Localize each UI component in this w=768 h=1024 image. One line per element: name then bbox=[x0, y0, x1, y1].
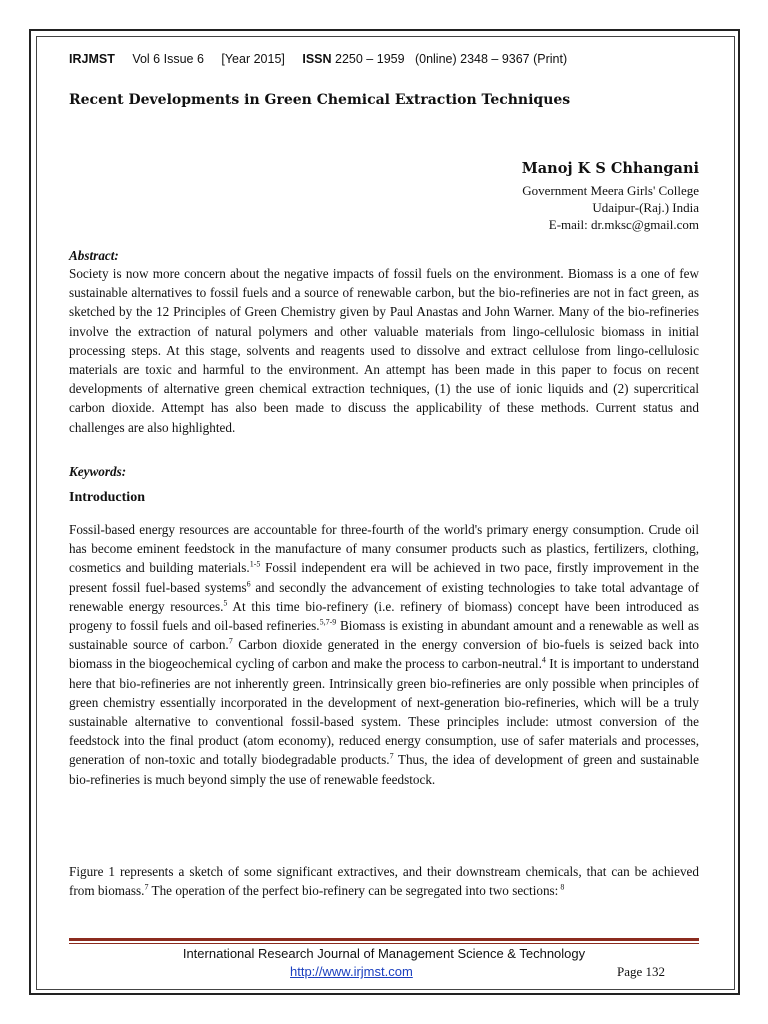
author-email: E-mail: dr.mksc@gmail.com bbox=[548, 217, 699, 232]
page-number: Page 132 bbox=[617, 964, 666, 979]
header-issue: Vol 6 Issue 6 bbox=[132, 52, 204, 66]
citation-ref: 1-5 bbox=[249, 560, 261, 570]
text-span: and secondly the advancement of existing technologies to take total advantage of renewable energy resources. bbox=[69, 579, 699, 614]
text-span: Thus, the idea of development of green and sustainable bio-refineries is much beyond simply the use of renewable feedstock. bbox=[69, 752, 699, 787]
running-header bbox=[69, 52, 709, 66]
text-span: Carbon dioxide generated in the energy conversion of bio-fuels is seized back into biomass in the biogeochemical cycling of carbon and make the process to carbon-neutral. bbox=[69, 637, 699, 672]
text-span: Biomass is existing in abundant amount and a renewable as well as sustainable source of carbon. bbox=[69, 618, 699, 653]
citation-ref: 5 bbox=[223, 598, 228, 608]
footer-journal-name: International Research Journal of Management Science & Technology bbox=[182, 946, 586, 961]
citation-ref: 7 bbox=[228, 636, 233, 646]
citation-ref: 7 bbox=[389, 752, 394, 762]
text-span: Figure 1 represents a sketch of some significant extractives, and their downstream chemicals, that can be achieved from biomass. bbox=[69, 864, 699, 899]
introduction-heading: Introduction bbox=[69, 490, 145, 505]
citation-ref: 5,7-9 bbox=[319, 617, 337, 627]
intro-paragraph-1 bbox=[69, 520, 699, 789]
text-span: Fossil-based energy resources are accountable for three-fourth of the world's primary energy consumption. Crude oil has become eminent feedstock in the manufacture of many consumer products such as plastics, fertilizers, clothing, cosmetics and building materials. bbox=[69, 522, 699, 576]
citation-ref: 6 bbox=[246, 579, 251, 589]
author-location: Udaipur-(Raj.) India bbox=[592, 200, 699, 215]
header-issn-value: 2250 – 1959 (0nline) 2348 – 9367 (Print) bbox=[335, 52, 568, 66]
text-span: At this time bio-refinery (i.e. refinery of biomass) concept have been introduced as progeny to fossil fuels and oil-based refineries. bbox=[69, 598, 699, 634]
text-span: Fossil independent era will be achieved in two pace, firstly improvement in the present fossil fuel-based systems bbox=[69, 560, 699, 595]
footer-rule-thin bbox=[69, 943, 699, 944]
footer-rule-thick bbox=[69, 938, 699, 941]
citation-ref: 7 bbox=[144, 882, 149, 892]
citation-ref: 4 bbox=[541, 656, 546, 666]
header-journal: IRJMST bbox=[69, 52, 115, 66]
header-issn-label: ISSN bbox=[302, 52, 332, 66]
abstract-text: Society is now more concern about the negative impacts of fossil fuels on the environment. Biomass is a one of few sustainable alternatives to fossil fuels and a source of renewable carbon, but the bio-refineries are not in fact green, as sketched by the 12 Principles of Green Chemistry given by Paul Anastas and John Warner. Many of the bio-refineries involve the extraction of natural polymers and other valuable materials from lingo-cellulosic biomass in initial processing steps. At this stage, solvents and reagents used to dissolve and extract cellulose from lingo-cellulosic materials are toxic and harmful to the environment. An attempt has been made in this paper to focus on recent developments of alternative green chemical extraction techniques, (1) the use of ionic liquids and (2) supercritical carbon dioxide. Attempt has also been made to discuss the applicability of these methods. Current status and challenges are also highlighted. bbox=[69, 266, 699, 435]
footer-website-link[interactable]: http://www.irjmst.com bbox=[290, 964, 413, 979]
abstract-label: Abstract: bbox=[69, 248, 119, 263]
author-name: Manoj K S Chhangani bbox=[521, 160, 699, 177]
text-span: The operation of the perfect bio-refinery can be segregated into two sections: bbox=[148, 883, 559, 899]
citation-ref: 8 bbox=[558, 882, 565, 892]
author-affiliation: Government Meera Girls' College bbox=[522, 183, 699, 198]
keywords-label: Keywords: bbox=[69, 464, 127, 479]
author-block bbox=[299, 160, 699, 233]
paper-title: Recent Developments in Green Chemical Extraction Techniques bbox=[69, 92, 571, 108]
text-span: It is important to understand here that bio-refineries are not inherently green. Intrinsically green bio-refineries are only possible when principles of green chemistry essentially incorporated in the development of next-generation bio-refineries, which will be a truly sustainable alternative to conventional fossil-based system. These principles include: utmost conversion of the feedstock into the final product (atom economy), reduced energy consumption, use of safer materials and processes, generation of non-toxic and totally biodegradable products. bbox=[69, 656, 700, 768]
header-year: [Year 2015] bbox=[221, 52, 285, 66]
intro-paragraph-2 bbox=[69, 862, 699, 900]
